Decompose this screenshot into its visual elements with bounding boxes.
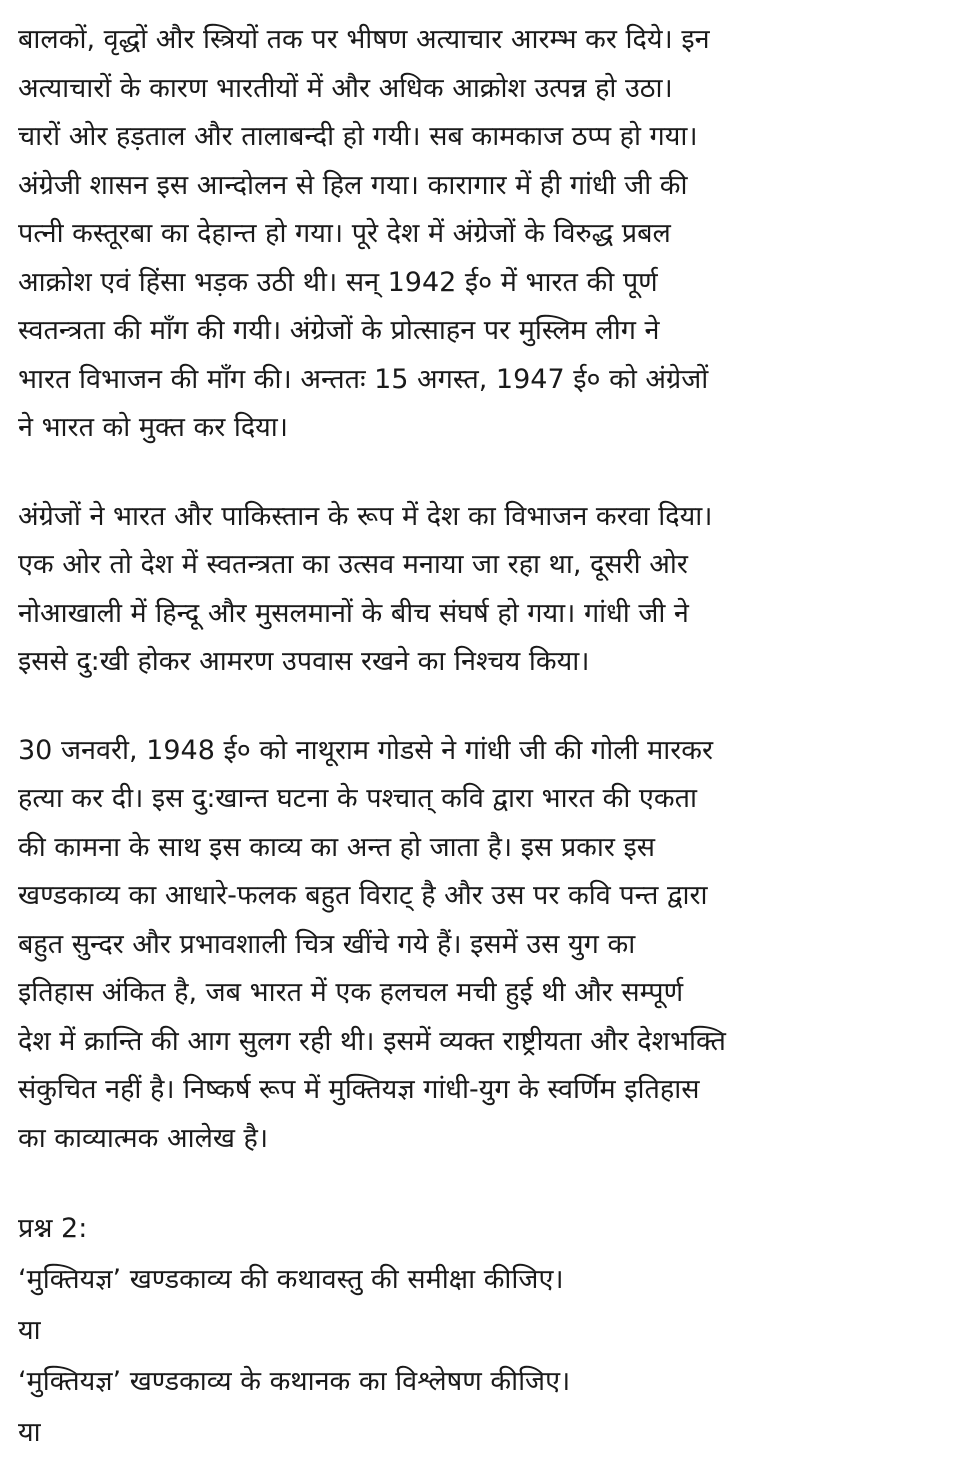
text-line: संकुचित नहीं है। निष्कर्ष रूप में मुक्तियज्ञ गांधी-युग के स्वर्णिम इतिहास xyxy=(18,1074,700,1105)
or-separator: या xyxy=(18,1417,41,1448)
text-line: इससे दु:खी होकर आमरण उपवास रखने का निश्चय किया। xyxy=(18,646,590,677)
text-line: चारों ओर हड़ताल और तालाबन्दी हो गयी। सब कामकाज ठप्प हो गया। xyxy=(18,121,698,152)
text-line: भारत विभाजन की माँग की। अन्ततः 15 अगस्त, 1947 ई० को अंग्रेजों xyxy=(18,363,709,395)
text-line: अंग्रेजों ने भारत और पाकिस्तान के रूप में देश का विभाजन करवा दिया। xyxy=(18,500,713,532)
text-line: एक ओर तो देश में स्वतन्त्रता का उत्सव मनाया जा रहा था, दूसरी ओर xyxy=(18,549,688,580)
text-line: आक्रोश एवं हिंसा भड़क उठी थी। सन् 1942 ई० में भारत की पूर्ण xyxy=(18,266,658,298)
text-line: पत्नी कस्तूरबा का देहान्त हो गया। पूरे देश में अंग्रेजों के विरुद्ध प्रबल xyxy=(18,218,671,249)
text-line: अत्याचारों के कारण भारतीयों में और अधिक आक्रोश उत्पन्न हो उठा। xyxy=(18,72,673,104)
text-line: इतिहास अंकित है, जब भारत में एक हलचल मची हुई थी और सम्पूर्ण xyxy=(18,977,684,1008)
question-text-1: ‘मुक्तियज्ञ’ खण्डकाव्य की कथावस्तु की समीक्षा कीजिए। xyxy=(18,1264,564,1295)
paragraph-3 xyxy=(18,727,944,1164)
text-line: बहुत सुन्दर और प्रभावशाली चित्र खींचे गये हैं। इसमें उस युग का xyxy=(18,928,636,960)
paragraph-1 xyxy=(18,16,944,453)
question-text-2: ‘मुक्तियज्ञ’ खण्डकाव्य के कथानक का विश्लेषण कीजिए। xyxy=(18,1366,571,1397)
text-line: बालकों, वृद्धों और स्त्रियों तक पर भीषण अत्याचार आरम्भ कर दिये। इन xyxy=(18,24,710,55)
text-line: देश में क्रान्ति की आग सुलग रही थी। इसमें व्यक्त राष्ट्रीयता और देशभक्ति xyxy=(18,1025,726,1057)
text-line: का काव्यात्मक आलेख है। xyxy=(18,1122,269,1154)
text-line: ने भारत को मुक्त कर दिया। xyxy=(18,412,289,443)
text-line: खण्डकाव्य का आधारे-फलक बहुत विराट् है और उस पर कवि पन्त द्वारा xyxy=(18,880,708,911)
paragraph-2 xyxy=(18,493,944,687)
text-line: नोआखाली में हिन्दू और मुसलमानों के बीच संघर्ष हो गया। गांधी जी ने xyxy=(18,597,689,629)
text-line: 30 जनवरी, 1948 ई० को नाथूराम गोडसे ने गांधी जी की गोली मारकर xyxy=(18,734,714,766)
text-line: स्वतन्त्रता की माँग की गयी। अंग्रेजों के प्रोत्साहन पर मुस्लिम लीग ने xyxy=(18,315,660,346)
text-line: हत्या कर दी। इस दु:खान्त घटना के पश्चात् कवि द्वारा भारत की एकता xyxy=(18,783,697,814)
or-separator: या xyxy=(18,1315,41,1346)
question-block xyxy=(18,1203,944,1458)
text-line: अंग्रेजी शासन इस आन्दोलन से हिल गया। कारागार में ही गांधी जी की xyxy=(18,169,688,201)
text-line: की कामना के साथ इस काव्य का अन्त हो जाता है। इस प्रकार इस xyxy=(18,831,656,863)
question-label: प्रश्न 2: xyxy=(18,1213,88,1244)
